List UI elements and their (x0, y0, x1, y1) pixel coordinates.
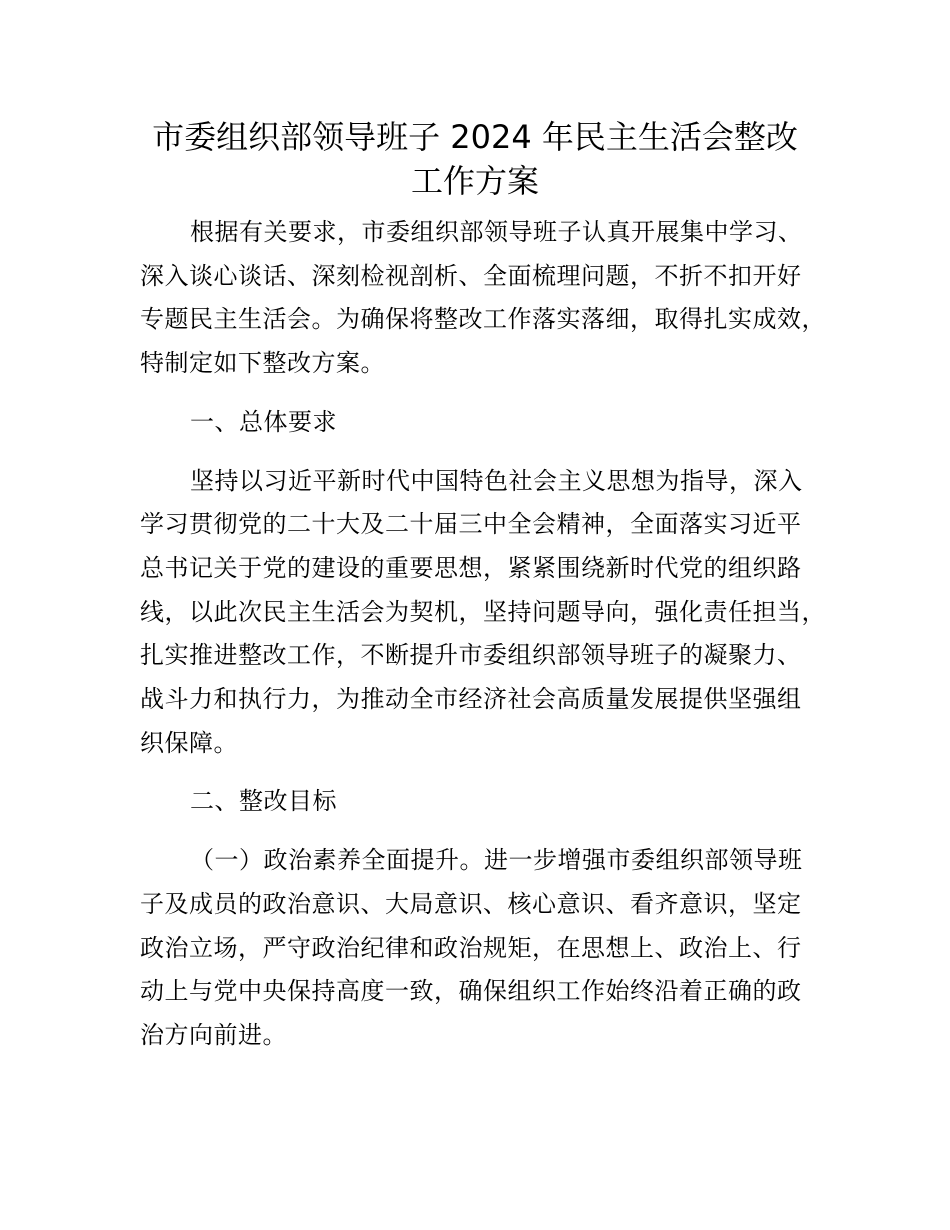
text-line: 特制定如下整改方案。 (140, 349, 385, 378)
text-line: 专题民主生活会。为确保将整改工作落实落细，取得扎实成效， (140, 305, 826, 334)
text-line: （一）政治素养全面提升。进一步增强市委组织部领导班 (190, 846, 803, 875)
text-line: 深入谈心谈话、深刻检视剖析、全面梳理问题，不折不扣开好 (140, 261, 802, 290)
section-heading-rectification-goals: 二、整改目标 (190, 787, 337, 816)
text-line: 学习贯彻党的二十大及二十届三中全会精神，全面落实习近平 (140, 510, 802, 539)
intro-paragraph (140, 211, 840, 386)
text-line: 动上与党中央保持高度一致，确保组织工作始终沿着正确的政 (140, 977, 802, 1006)
document-title-line2: 工作方案 (410, 162, 539, 200)
document-body (140, 211, 840, 1058)
document-title-line1: 市委组织部领导班子 2024 年民主生活会整改 (152, 118, 798, 156)
section1-paragraph (140, 460, 840, 766)
text-line: 线，以此次民主生活会为契机，坚持问题导向，强化责任担当， (140, 597, 826, 626)
text-line: 坚持以习近平新时代中国特色社会主义思想为指导，深入 (190, 466, 803, 495)
text-line: 根据有关要求，市委组织部领导班子认真开展集中学习、 (190, 218, 803, 246)
text-line: 治方向前进。 (140, 1020, 287, 1049)
section-heading-overall-requirements: 一、总体要求 (190, 407, 337, 436)
text-line: 战斗力和执行力，为推动全市经济社会高质量发展提供坚强组 (140, 685, 802, 714)
text-line: 扎实推进整改工作，不断提升市委组织部领导班子的凝聚力、 (140, 641, 802, 670)
text-line: 织保障。 (140, 728, 238, 757)
text-line: 总书记关于党的建设的重要思想，紧紧围绕新时代党的组织路 (140, 553, 802, 582)
text-line: 子及成员的政治意识、大局意识、核心意识、看齐意识，坚定 (140, 889, 802, 918)
section2-item1-paragraph (140, 839, 840, 1058)
text-line: 政治立场，严守政治纪律和政治规矩，在思想上、政治上、行 (140, 933, 802, 962)
